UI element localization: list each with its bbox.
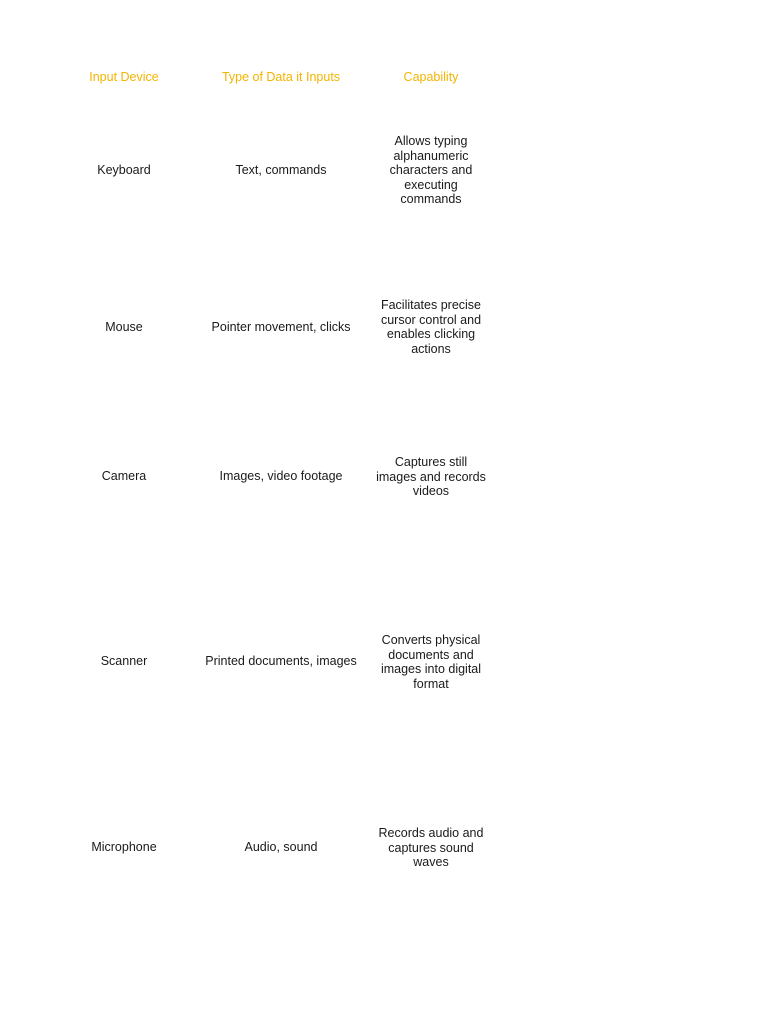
row-device: Mouse: [105, 320, 143, 334]
row-capability: Converts physical documents and images into digital format: [380, 633, 482, 691]
row-device: Camera: [101, 469, 147, 483]
row-data-type: Printed documents, images: [205, 654, 357, 668]
row-data-type: Audio, sound: [244, 840, 318, 854]
row-device: Keyboard: [97, 163, 151, 177]
header-data-type: Type of Data it Inputs: [221, 70, 341, 84]
row-capability: Records audio and captures sound waves: [378, 826, 484, 869]
row-data-type: Text, commands: [235, 163, 327, 177]
row-capability: Captures still images and records videos: [376, 455, 486, 498]
row-device: Scanner: [100, 654, 148, 668]
header-capability: Capability: [403, 70, 459, 84]
row-data-type: Images, video footage: [219, 469, 343, 483]
header-input-device: Input Device: [89, 70, 159, 84]
row-data-type: Pointer movement, clicks: [211, 320, 351, 334]
row-capability: Allows typing alphanumeric characters and executing commands: [389, 134, 473, 206]
row-capability: Facilitates precise cursor control and enables clicking actions: [380, 298, 482, 356]
row-device: Microphone: [91, 840, 157, 854]
